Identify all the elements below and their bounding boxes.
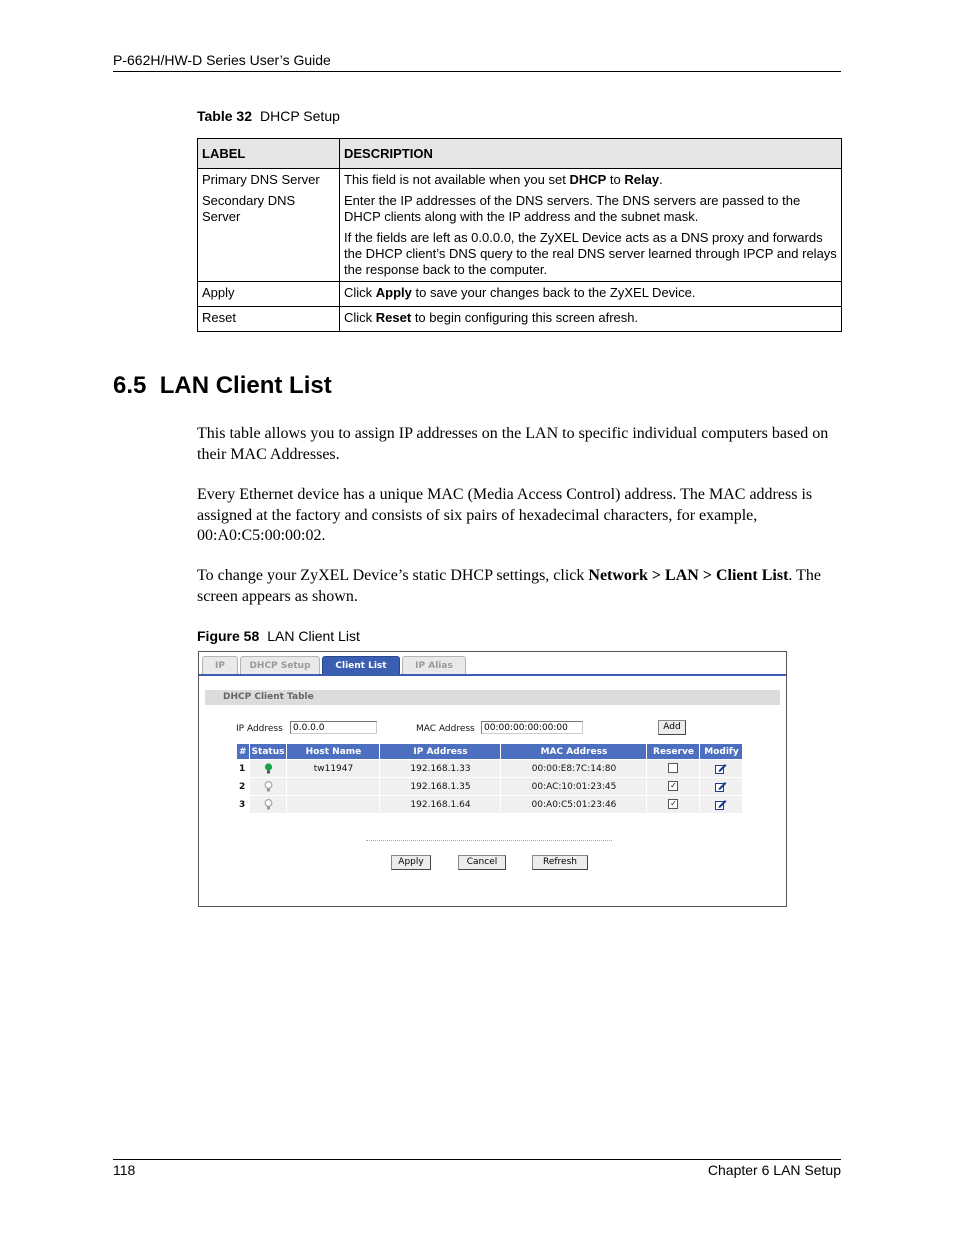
- table-header-row: [198, 139, 842, 169]
- row-label-line: Secondary DNS Server: [202, 193, 296, 224]
- column-header-number: #: [237, 744, 249, 759]
- table-row: [198, 307, 842, 332]
- column-header-modify: Modify: [700, 744, 742, 759]
- text: .: [659, 172, 663, 187]
- section-number: 6.5: [113, 372, 147, 399]
- divider: [366, 840, 612, 841]
- section-title: LAN Client List: [159, 372, 332, 399]
- modify-cell: [700, 760, 742, 777]
- client-table: [236, 743, 743, 814]
- ip-address-label: IP Address: [236, 724, 283, 734]
- reserve-checkbox[interactable]: [668, 763, 678, 773]
- menu-path: Network > LAN > Client List: [588, 567, 789, 584]
- row-label: [198, 169, 340, 282]
- column-header-reserve: Reserve: [647, 744, 699, 759]
- row-number: 3: [237, 796, 249, 813]
- table-caption: [197, 108, 340, 124]
- lightbulb-offline-icon: [264, 799, 273, 810]
- reserve-checkbox[interactable]: ✓: [670, 781, 677, 791]
- chapter-title: Chapter 6 LAN Setup: [707, 1162, 841, 1178]
- table-row: [237, 778, 742, 795]
- host-name-cell: [287, 778, 379, 795]
- description-paragraph: If the fields are left as 0.0.0.0, the ZyXEL Device acts as a DNS proxy and forwards the DHCP client’s DNS query to the real DNS server learned through IPCP and relays the response back to the computer.: [344, 230, 837, 277]
- refresh-button[interactable]: Refresh: [532, 855, 588, 870]
- body-paragraph: Every Ethernet device has a unique MAC (Media Access Control) address. The MAC address is assigned at the factory and consists of six pairs of hexadecimal characters, for example, 00:A0:C5:00:00:02.: [197, 486, 813, 544]
- edit-icon[interactable]: [715, 763, 727, 774]
- bold-text: DHCP: [569, 172, 607, 187]
- text: Click: [344, 310, 376, 325]
- column-header-mac-address: MAC Address: [501, 744, 646, 759]
- reserve-cell: [647, 796, 699, 813]
- apply-button[interactable]: Apply: [391, 855, 431, 870]
- table-row: [237, 760, 742, 777]
- footer-rule: [113, 1159, 841, 1160]
- ip-address-cell: 192.168.1.35: [380, 778, 500, 795]
- mac-address-cell: 00:AC:10:01:23:45: [501, 778, 646, 795]
- reserve-cell: [647, 778, 699, 795]
- lightbulb-offline-icon: [264, 781, 273, 792]
- column-header-ip-address: IP Address: [380, 744, 500, 759]
- text: Click: [344, 285, 376, 300]
- row-label: Reset: [198, 307, 340, 332]
- section-bar: DHCP Client Table: [205, 690, 780, 705]
- figure-caption-label: Figure 58: [197, 628, 260, 644]
- figure-caption-title: LAN Client List: [267, 628, 360, 644]
- description-paragraph: [344, 172, 837, 188]
- modify-cell: [700, 796, 742, 813]
- column-header-label: LABEL: [198, 139, 340, 169]
- table-caption-label: Table 32: [197, 108, 252, 124]
- table-caption-title: DHCP Setup: [260, 108, 340, 124]
- tab-ip-alias[interactable]: IP Alias: [402, 656, 466, 675]
- lightbulb-online-icon: [264, 763, 273, 774]
- body-paragraph: This table allows you to assign IP addresses on the LAN to specific individual computers based on their MAC Addresses.: [197, 425, 829, 463]
- table-row: [198, 169, 842, 282]
- text: To change your ZyXEL Device’s static DHCP settings, click: [197, 567, 589, 584]
- body-paragraph: [197, 566, 842, 607]
- tab-dhcp-setup[interactable]: DHCP Setup: [240, 656, 320, 675]
- row-description: [340, 307, 842, 332]
- status-cell: [250, 760, 287, 777]
- description-paragraph: Enter the IP addresses of the DNS servers. The DNS servers are passed to the DHCP clients along with the IP address and the subnet mask.: [344, 193, 801, 224]
- bold-text: Reset: [375, 310, 412, 325]
- mac-address-input[interactable]: 00:00:00:00:00:00: [481, 721, 583, 734]
- host-name-cell: tw11947: [287, 760, 379, 777]
- edit-icon[interactable]: [715, 799, 727, 810]
- row-number: 1: [237, 760, 249, 777]
- text: to: [606, 172, 625, 187]
- figure-caption: [197, 628, 360, 644]
- ip-address-cell: 192.168.1.64: [380, 796, 500, 813]
- header-rule: [113, 71, 841, 72]
- running-header: P-662H/HW-D Series User’s Guide: [113, 52, 331, 68]
- cancel-button[interactable]: Cancel: [458, 855, 506, 870]
- text: . The screen appears as shown.: [197, 567, 821, 605]
- row-description: [340, 169, 842, 282]
- mac-address-cell: 00:00:E8:7C:14:80: [501, 760, 646, 777]
- reserve-cell: [647, 760, 699, 777]
- table-row: [198, 282, 842, 307]
- mac-address-label: MAC Address: [416, 724, 475, 734]
- lan-client-list-screenshot: [198, 651, 787, 907]
- text: to begin configuring this screen afresh.: [411, 310, 639, 325]
- text: This field is not available when you set: [344, 172, 570, 187]
- status-cell: [250, 778, 287, 795]
- client-table-header: [237, 744, 742, 759]
- table-row: [237, 796, 742, 813]
- mac-address-cell: 00:A0:C5:01:23:46: [501, 796, 646, 813]
- tab-client-list[interactable]: Client List: [322, 656, 400, 675]
- status-cell: [250, 796, 287, 813]
- dhcp-setup-table: [197, 138, 842, 332]
- column-header-host-name: Host Name: [287, 744, 379, 759]
- edit-icon[interactable]: [715, 781, 727, 792]
- bold-text: Relay: [624, 172, 660, 187]
- tab-underline: [199, 674, 786, 676]
- page-number: 118: [113, 1162, 136, 1178]
- row-description: [340, 282, 842, 307]
- bold-text: Apply: [375, 285, 412, 300]
- row-label-line: Primary DNS Server: [202, 172, 320, 187]
- reserve-checkbox[interactable]: ✓: [670, 799, 677, 809]
- row-label: Apply: [198, 282, 340, 307]
- text: to save your changes back to the ZyXEL Device.: [411, 285, 696, 300]
- add-button[interactable]: Add: [658, 720, 686, 735]
- ip-address-cell: 192.168.1.33: [380, 760, 500, 777]
- host-name-cell: [287, 796, 379, 813]
- column-header-description: DESCRIPTION: [340, 139, 842, 169]
- column-header-status: Status: [250, 744, 287, 759]
- tab-ip[interactable]: IP: [202, 656, 238, 675]
- section-heading: [113, 372, 332, 400]
- row-number: 2: [237, 778, 249, 795]
- ip-address-input[interactable]: 0.0.0.0: [290, 721, 377, 734]
- modify-cell: [700, 778, 742, 795]
